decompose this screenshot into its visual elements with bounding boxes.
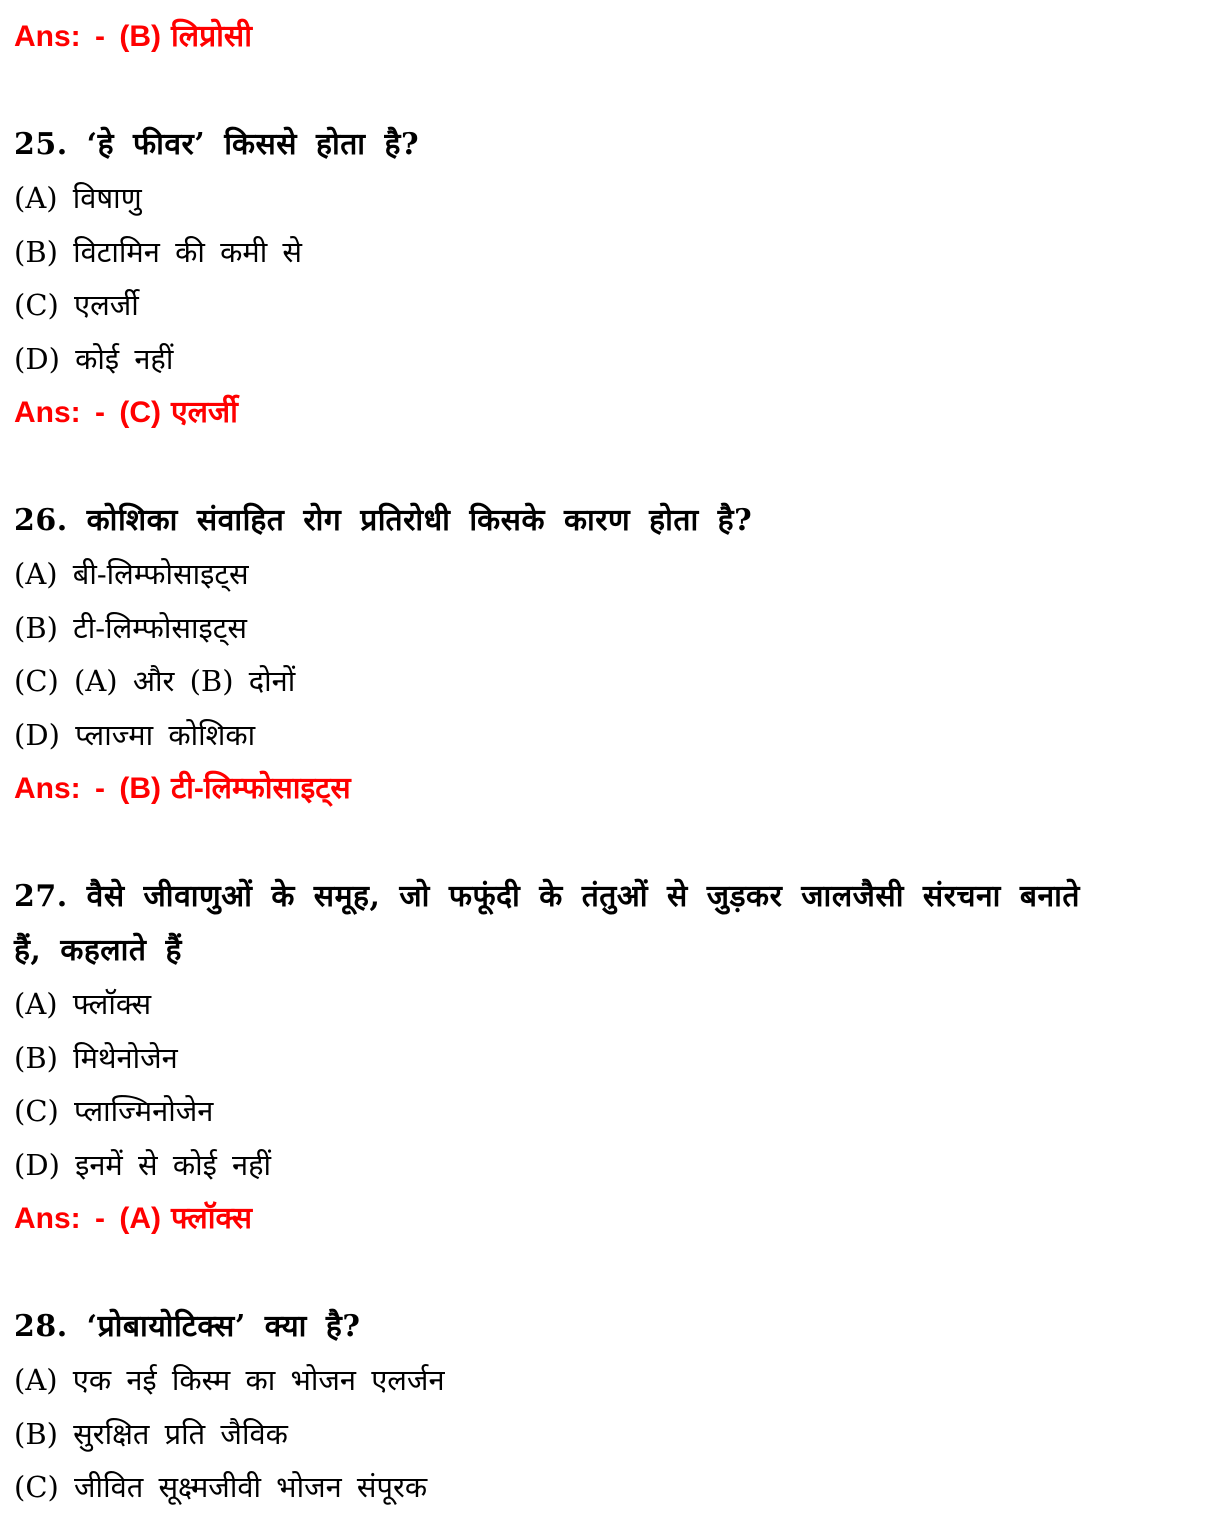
answer-prefix: Ans: - (C)	[14, 396, 161, 429]
q26-option-b: (B) टी-लिम्फोसाइट्स	[14, 611, 247, 645]
q27-option-b: (B) मिथेनोजेन	[14, 1041, 178, 1075]
answer-text: टी-लिम्फोसाइट्स	[170, 772, 351, 805]
question-26: 26. कोशिका संवाहित रोग प्रतिरोधी किसके कारण होता है?	[14, 503, 753, 538]
q27-option-d: (D) इनमें से कोई नहीं	[14, 1148, 272, 1182]
answer-text: एलर्जी	[170, 396, 238, 429]
q25-option-b: (B) विटामिन की कमी से	[14, 235, 303, 269]
answer-prefix: Ans: - (B)	[14, 772, 161, 805]
q26-option-a: (A) बी-लिम्फोसाइट्स	[14, 557, 249, 591]
answer-text: लिप्रोसी	[170, 20, 252, 53]
q25-option-c: (C) एलर्जी	[14, 288, 139, 322]
answer-q26	[14, 774, 351, 804]
question-25: 25. ‘हे फीवर’ किससे होता है?	[14, 127, 420, 162]
q28-option-a: (A) एक नई किस्म का भोजन एलर्जन	[14, 1363, 445, 1397]
q28-option-c: (C) जीवित सूक्ष्मजीवी भोजन संपूरक	[14, 1470, 428, 1504]
question-27-line-1: 27. वैसे जीवाणुओं के समूह, जो फफूंदी के तंतुओं से जुड़कर जालजैसी संरचना बनाते	[14, 879, 1081, 914]
answer-q24	[14, 22, 252, 52]
question-28: 28. ‘प्रोबायोटिक्स’ क्या है?	[14, 1309, 361, 1344]
q25-option-a: (A) विषाणु	[14, 181, 142, 215]
answer-prefix: Ans: - (B)	[14, 20, 161, 53]
q27-option-c: (C) प्लाज्मिनोजेन	[14, 1094, 214, 1128]
q26-option-c: (C) (A) और (B) दोनों	[14, 664, 296, 698]
q27-option-a: (A) फ्लॉक्स	[14, 987, 152, 1021]
q25-option-d: (D) कोई नहीं	[14, 342, 174, 376]
q26-option-d: (D) प्लाज्मा कोशिका	[14, 718, 256, 752]
answer-q27	[14, 1204, 252, 1234]
answer-text: फ्लॉक्स	[170, 1202, 252, 1235]
answer-prefix: Ans: - (A)	[14, 1202, 161, 1235]
question-27-line-2: हैं, कहलाते हैं	[14, 933, 182, 968]
q28-option-b: (B) सुरक्षित प्रति जैविक	[14, 1417, 288, 1451]
answer-q25	[14, 398, 238, 428]
